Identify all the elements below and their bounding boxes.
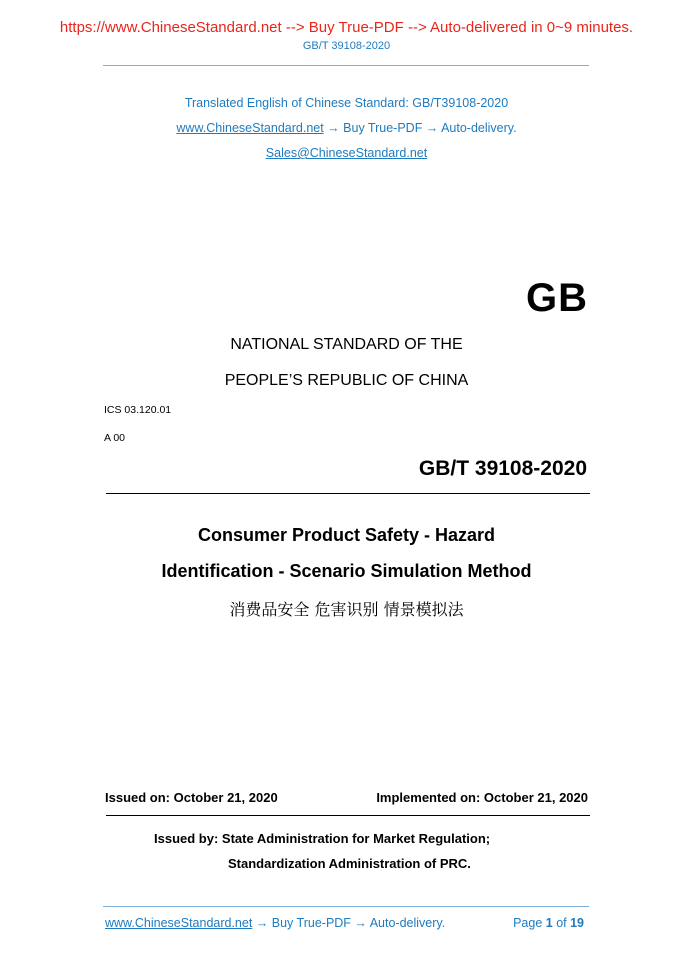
gb-logo-text: GB [526,276,588,320]
country-heading: PEOPLE’S REPUBLIC OF CHINA [224,372,469,389]
page-total: 19 [570,916,584,930]
page-label: Page [513,916,546,930]
document-title-line1: Consumer Product Safety - Hazard [197,525,496,545]
website-link[interactable]: www.ChineseStandard.net [176,121,324,135]
issuer-line1: Issued by: State Administration for Market Regulation; [154,831,491,846]
dates-divider [106,815,590,816]
footer-promo [105,916,445,930]
sales-email-line [0,146,693,160]
promo-line [0,121,693,135]
document-title-line2: Identification - Scenario Simulation Method [161,561,532,581]
issuer-line2: Standardization Administration of PRC. [228,856,471,871]
top-banner[interactable]: https://www.ChineseStandard.net --> Buy True-PDF --> Auto-delivered in 0~9 minutes. [59,19,634,36]
ics-code: ICS 03.120.01 [104,404,172,416]
footer-divider [103,906,589,907]
header-standard-code: GB/T 39108-2020 [302,40,391,52]
footer-promo-text: → Buy True-PDF → Auto-delivery. [252,916,446,930]
sales-email-link[interactable]: Sales@ChineseStandard.net [265,146,428,160]
national-standard-heading: NATIONAL STANDARD OF THE [230,336,463,353]
page-indicator [513,916,584,930]
chinese-title: 消费品安全 危害识别 情景模拟法 [229,600,464,619]
title-divider [106,493,590,494]
footer-website-link[interactable]: www.ChineseStandard.net [105,916,253,930]
header-divider [103,65,589,66]
standard-number: GB/T 39108-2020 [418,457,587,480]
translation-notice: Translated English of Chinese Standard: GB/T39108-2020 [184,96,509,110]
promo-text: → Buy True-PDF → Auto-delivery. [323,121,517,135]
ccs-code: A 00 [104,432,126,444]
page-current: 1 [545,916,553,930]
issued-date: Issued on: October 21, 2020 [105,790,278,805]
page-of: of [552,916,571,930]
implemented-date: Implemented on: October 21, 2020 [376,790,588,805]
